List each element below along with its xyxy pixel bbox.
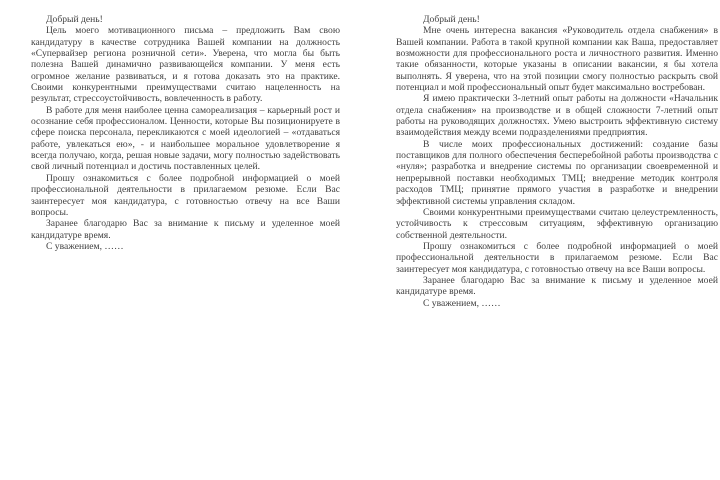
paragraph: Цель моего мотивационного письма – предложить Вам свою кандидатуру в качестве сотрудника Вашей компании на должность «Супервайзер региона розничной сети». Уверена, что могла бы быть полезна Вашей динамично развивающейся компании. У меня есть огромное желание развиваться, и я готова доказать это на практике. Своими конкурентными преимуществами считаю нацеленность на результат, стрессоустойчивость, вовлеченность в работу. — [31, 25, 340, 105]
paragraph: Прошу ознакомиться с более подробной информацией о моей профессиональной деятельности в прилагаемом резюме. Если Вас заинтересует моя кандидатура, с готовностью отвечу на все Ваши вопросы. — [31, 172, 340, 218]
greeting: Добрый день! — [46, 14, 103, 25]
paragraph: Заранее благодарю Вас за внимание к письму и уделенное моей кандидатуре время. — [396, 274, 718, 298]
letter-page-left — [31, 14, 340, 252]
paragraph: Заранее благодарю Вас за внимание к письму и уделенное моей кандидатуре время. — [31, 218, 340, 241]
closing: С уважением, …… — [423, 297, 501, 309]
paragraph: Прошу ознакомиться с более подробной информацией о моей профессиональной деятельности в прилагаемом резюме. Если Вас заинтересует моя кандидатура, с готовностью отвечу на все Ваши вопросы. — [396, 240, 718, 275]
paragraph: В числе моих профессиональных достижений: создание базы поставщиков для полного обеспечения бесперебойной работы производства с «нуля»; разработка и внедрение системы по организации своевременной и непрерывной поставки необходимых ТМЦ; внедрение методик контроля расходов ТМЦ; принятие прямого участия в разработке и внедрении эффективной системы управления складом. — [396, 138, 718, 207]
paragraph: Мне очень интересна вакансия «Руководитель отдела снабжения» в Вашей компании. Работа в такой крупной компании как Ваша, предоставляет возможности для профессионального роста и личностного развития. Именно такие обязанности, которые указаны в описании вакансии, я бы хотела выполнять. Я уверена, что на этой позиции смогу полностью раскрыть свой потенциал и мой профессиональный опыт будет максимально востребован. — [396, 25, 718, 94]
greeting: Добрый день! — [423, 14, 480, 25]
closing: С уважением, …… — [46, 240, 124, 252]
paragraph: В работе для меня наиболее ценна самореализация – карьерный рост и осознание себя профессионалом. Ценности, которые Вы позиционируете в сфере поиска персонала, перекликаются с моей идеологией – «отдаваться работе, увлекаться ею», - и наибольшее моральное удовлетворение я всегда получаю, когда, решая новые задачи, могу полностью задействовать свой личный потенциал и достичь поставленных целей. — [31, 104, 340, 173]
letter-page-right — [396, 14, 718, 309]
paragraph: Я имею практически 3-летний опыт работы на должности «Начальник отдела снабжения» на производстве и в общей сложности 7-летний опыт работы на руководящих должностях. Умею выстроить эффективную систему взаимодействия между всеми подразделениями предприятия. — [396, 93, 718, 139]
paragraph: Своими конкурентными преимуществами считаю целеустремленность, устойчивость к стрессовым ситуациям, эффективную организацию собственной деятельности. — [396, 206, 718, 241]
